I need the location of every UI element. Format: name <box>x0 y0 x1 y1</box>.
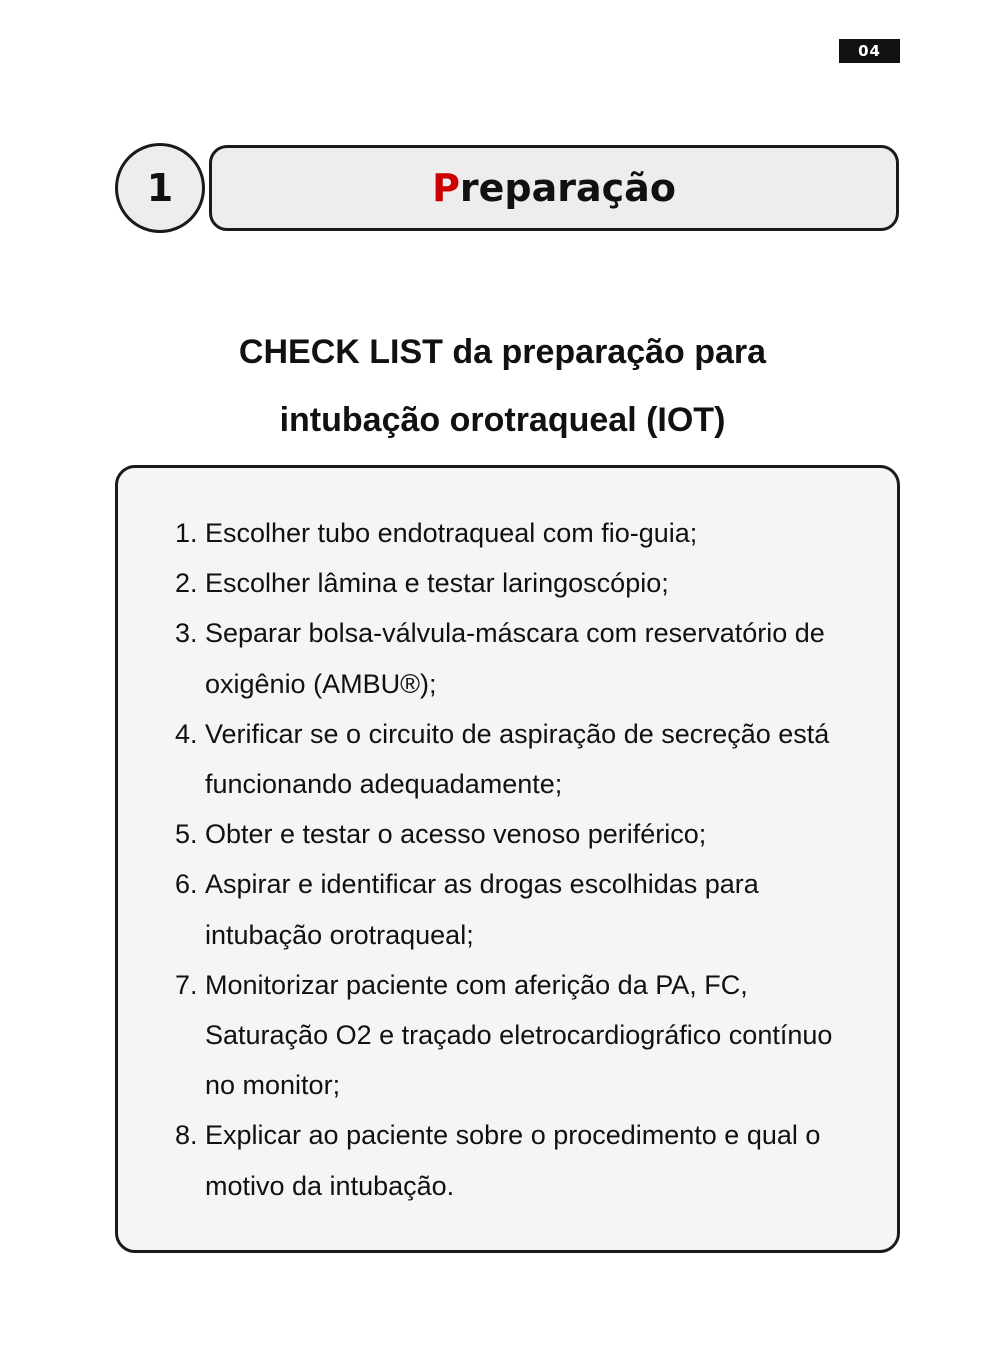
checklist-item-text: Explicar ao paciente sobre o procedimento e qual o motivo da intubação. <box>205 1120 821 1201</box>
checklist-item-text: Obter e testar o acesso venoso periférico; <box>205 819 707 850</box>
page-number: 04 <box>839 39 900 63</box>
checklist-item-8 <box>175 1110 865 1210</box>
checklist-title <box>100 318 905 454</box>
checklist-item-number: 4. <box>175 718 198 749</box>
checklist-item-text: Escolher lâmina e testar laringoscópio; <box>205 568 669 599</box>
checklist-item-5 <box>175 809 865 859</box>
section-title-rest: reparação <box>459 166 676 210</box>
checklist <box>175 508 865 1211</box>
checklist-item-number: 1. <box>175 518 198 548</box>
checklist-item-text: Escolher tubo endotraqueal com fio-guia; <box>205 518 698 548</box>
checklist-item-6 <box>175 859 865 959</box>
checklist-item-1 <box>175 508 865 558</box>
checklist-item-4 <box>175 709 865 809</box>
section-number-badge: 1 <box>115 143 205 233</box>
checklist-item-7 <box>175 960 865 1111</box>
checklist-item-3 <box>175 608 865 708</box>
checklist-item-text: Monitorizar paciente com aferição da PA, FC, Saturação O2 e traçado eletrocardiográfico contínuo no monitor; <box>205 969 833 1101</box>
section-title-initial: P <box>432 166 460 210</box>
checklist-box <box>115 465 900 1253</box>
checklist-title-line-2: intubação orotraqueal (IOT) <box>279 401 726 439</box>
checklist-item-number: 6. <box>175 869 198 900</box>
checklist-title-line-1: CHECK LIST da preparação para <box>238 333 767 371</box>
checklist-item-text: Verificar se o circuito de aspiração de secreção está funcionando adequadamente; <box>205 718 830 800</box>
checklist-item-number: 7. <box>175 969 198 1000</box>
checklist-item-text: Aspirar e identificar as drogas escolhidas para intubação orotraqueal; <box>205 869 759 950</box>
checklist-item-number: 3. <box>175 618 198 649</box>
section-title-bar <box>209 145 899 231</box>
checklist-item-2 <box>175 558 865 608</box>
checklist-item-number: 2. <box>175 568 198 599</box>
checklist-item-number: 5. <box>175 819 198 850</box>
checklist-item-text: Separar bolsa-válvula-máscara com reservatório de oxigênio (AMBU®); <box>205 618 825 699</box>
checklist-item-number: 8. <box>175 1120 198 1151</box>
